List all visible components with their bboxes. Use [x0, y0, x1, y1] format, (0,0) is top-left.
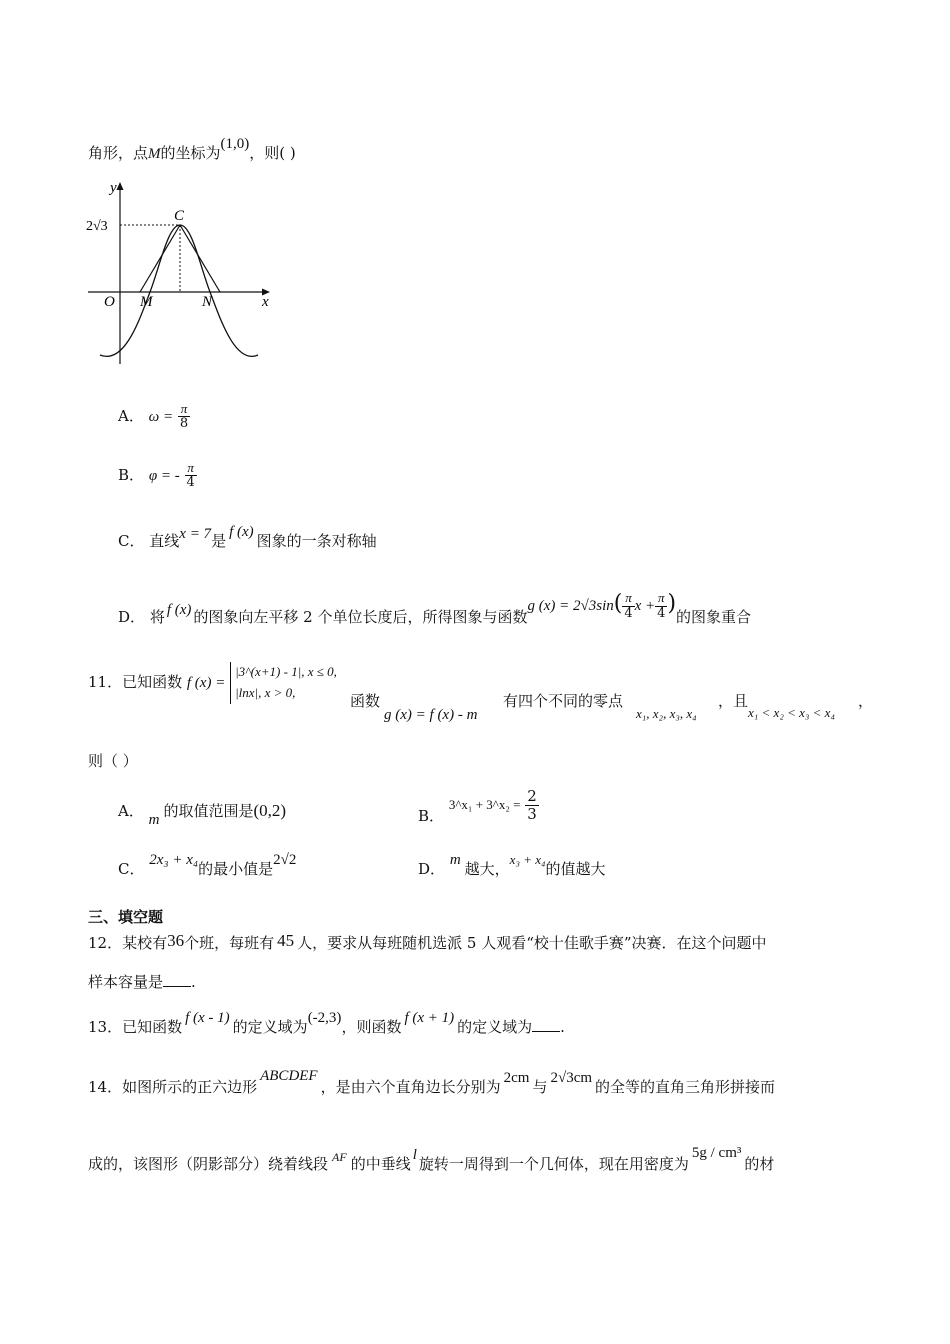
option-gfunc: g (x) = 2√3sin — [527, 598, 614, 614]
answer-blank[interactable] — [163, 972, 191, 987]
q11-stem: 11．已知函数 f (x) = |3^(x+1) - 1|, x ≤ 0, |lnx|, x > 0, — [88, 662, 337, 704]
option-func: f (x) — [166, 602, 192, 618]
x-axis-label: x — [262, 294, 269, 310]
q11-option-a: A． m 的取值范围是(0,2) — [118, 801, 287, 828]
q11-option-b: B． 3^x₁ + 3^x₂ = $\frac{2}{3}$ — [418, 787, 537, 825]
segment-cn — [180, 225, 220, 292]
option-label: C． — [118, 860, 145, 878]
paren-open: ( — [613, 591, 623, 616]
q10-coord: (1,0) — [220, 136, 250, 152]
sine-curve — [100, 225, 258, 356]
paren-close: ) — [667, 591, 677, 616]
q11-option-d: D． m 越大，x₃ + x₄的值越大 — [418, 852, 606, 878]
fraction: $\frac{\pi}{4}$ — [624, 590, 633, 621]
point-m-label: M — [140, 294, 153, 310]
y-tick-label: 2√3 — [86, 219, 108, 234]
option-label: B． — [418, 807, 445, 825]
q11-stem-3: 有四个不同的零点 — [503, 692, 624, 710]
section-title: 三、填空题 — [88, 908, 164, 926]
q10-option-d: D． 将 f (x) 的图象向左平移 2 个单位长度后，所得图象与函数g (x) = 2√3sin( $\frac{\pi}{4}$ x + $\frac{\pi}{4}$ )的图象重合 — [118, 590, 752, 626]
y-axis-label: y — [110, 180, 117, 196]
q11-stem-5: ， — [858, 692, 874, 710]
option-label: D． — [118, 608, 146, 626]
answer-blank[interactable] — [532, 1017, 560, 1032]
option-label: B． — [118, 465, 145, 484]
question-number: 11． — [88, 672, 123, 691]
q10-text: 角形，点 — [88, 144, 149, 162]
q11-zeros: x₁, x₂, x₃, x₄ — [636, 706, 697, 721]
case-2: |lnx|, x > 0, — [235, 684, 296, 700]
q14-line1: 14．如图所示的正六边形ABCDEF，是由六个直角边长分别为 2cm 与 2√3cm 的全等的直角三角形拼接而 — [88, 1068, 776, 1096]
question-number: 12． — [88, 934, 123, 952]
option-label: A． — [118, 802, 144, 820]
fraction: $\frac{\pi}{4}$ — [657, 590, 666, 621]
q10-text: 的坐标为 — [160, 144, 221, 162]
segment-mc — [140, 225, 180, 292]
q10-stem-tail — [88, 136, 296, 163]
origin-label: O — [104, 294, 115, 310]
y-axis-arrow — [117, 182, 124, 190]
option-label: A． — [118, 406, 144, 425]
q11-then: 则（ ） — [88, 752, 138, 770]
q12-line1: 12．某校有36个班，每班有 45 人，要求从每班随机选派 5 人观看“校十佳歌手赛”决赛．在这个问题中 — [88, 931, 767, 952]
option-expr: x = 7 — [179, 526, 212, 542]
q13-line: 13．已知函数 f (x - 1) 的定义域为(-2,3)，则函数 f (x + 1) 的定义域为 . — [88, 1010, 565, 1036]
point-c-label: C — [174, 208, 185, 224]
fraction: $\frac{\pi}{8}$ — [179, 401, 189, 432]
option-label: C． — [118, 532, 145, 550]
option-label: D． — [418, 860, 446, 878]
q11-gfunc: g (x) = f (x) - m — [384, 707, 478, 723]
sine-graph — [80, 178, 280, 370]
q10-option-b — [118, 461, 197, 491]
q10-option-a — [118, 402, 190, 432]
option-expr: φ = - — [148, 467, 180, 484]
option-expr: ω = — [148, 408, 174, 425]
q11-func: f (x) = — [186, 674, 226, 691]
q11-option-c: C． 2x₃ + x₄的最小值是2√2 — [118, 852, 297, 878]
point-n-label: N — [202, 294, 213, 310]
fraction: $\frac{2}{3}$ — [527, 787, 537, 823]
case-1: |3^(x+1) - 1|, x ≤ 0, — [235, 664, 337, 679]
question-number: 13． — [88, 1018, 123, 1036]
question-number: 14． — [88, 1078, 123, 1096]
q11-stem-4: ，且 — [718, 692, 749, 710]
q14-line2: 成的，该图形（阴影部分）绕着线段 $^{AF}$ 的中垂线 l 旋转一周得到一个几何体，现在用密度为5g / cm³的材 — [88, 1145, 775, 1173]
q10-option-c: C． 直线x = 7是 f (x) 图象的一条对称轴 — [118, 524, 377, 550]
q12-line2: 样本容量是 . — [88, 973, 196, 991]
q11-stem-2: 函数 — [350, 692, 381, 710]
q10-text: ，则( ) — [249, 144, 296, 162]
q10-point-m: M — [148, 146, 161, 162]
fraction: $\frac{\pi}{4}$ — [186, 460, 195, 491]
q11-order: x₁ < x₂ < x₃ < x₄ — [748, 705, 835, 720]
option-func: f (x) — [229, 524, 254, 540]
piecewise-cases — [230, 662, 337, 704]
